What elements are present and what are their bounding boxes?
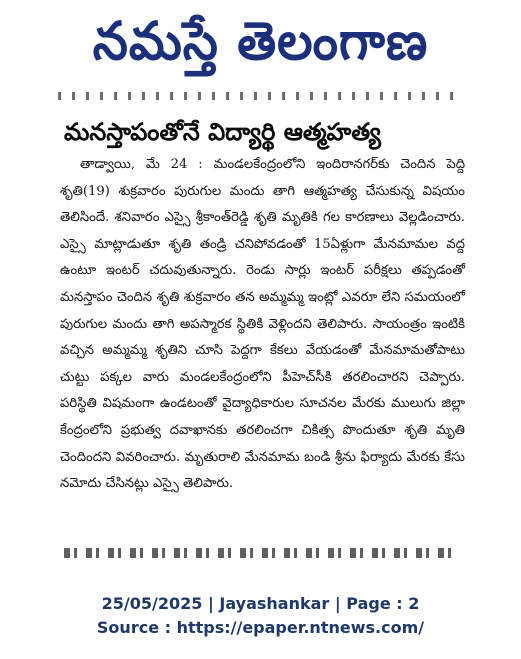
masthead bbox=[0, 0, 521, 82]
newspaper-logo-title: నమస్తే తెలంగాణ bbox=[92, 10, 429, 72]
cropped-text-fragment-top bbox=[58, 92, 458, 100]
article-text: మండలకేంద్రంలోని ఇందిరానగర్‌కు చెందిన పెద్ది శృతి(19) శుక్రవారం పురుగుల మందు తాగి ఆత్మహత్య చేసుకున్న విషయం తెలిసిందే. శనివారం ఎస్సై శ్రీకాంత్‌రెడ్డి శృతి మృతికి గల కారణాలు వెల్లడించారు. ఎస్సై మాట్లాడుతూ శృతి తండ్రి చనిపోవడంతో 15ఏళ్లుగా మేనమామల వద్ద ఉంటూ ఇంటర్ చదువుతున్నారు. రెండు సార్లు ఇంటర్ పరీక్షలు తప్పడంతో మనస్తాపం చెందిన శృతి శుక్రవారం తన అమ్మమ్మ ఇంట్లో ఎవరూ లేని సమయంలో పురుగుల మందు తాగి అపస్మారక స్థితికి వెళ్లిందని తెలిపారు. సాయంత్రం ఇంటికి వచ్చిన అమ్మమ్మ శృతిని చూసి పెద్దగా కేకలు వేయడంతో మేనమామతోపాటు చుట్టు పక్కల వారు మండలకేంద్రంలోని పీహెచ్‌సీకి తరలించారని చెప్పారు. పరిస్థితి విషమంగా ఉండటంతో వైద్యాధికారుల సూచనల మేరకు ములుగు జిల్లా కేంద్రంలోని ప్రభుత్వ దవాఖానకు తరలించగా చికిత్స పొందుతూ శృతి మృతి చెందిందని వివరించారు. మృతురాలి మేనమామ బండి శ్రీను ఫిర్యాదు మేరకు కేసు నమోదు చేసినట్లు ఎస్సై తెలిపారు. bbox=[60, 157, 466, 492]
edition-info: 25/05/2025 | Jayashankar | Page : 2 bbox=[101, 594, 420, 613]
source-url: Source : https://epaper.ntnews.com/ bbox=[96, 618, 425, 637]
clip-footer bbox=[0, 592, 521, 640]
cropped-text-fragment-bottom bbox=[64, 548, 454, 558]
article-paragraph bbox=[60, 152, 465, 498]
article-body bbox=[60, 152, 465, 548]
article-dateline: తాడ్వాయి, మే 24 : bbox=[80, 157, 203, 172]
article-headline: మనస్తాపంతోనే విద్యార్థి ఆత్మహత్య bbox=[64, 118, 381, 146]
